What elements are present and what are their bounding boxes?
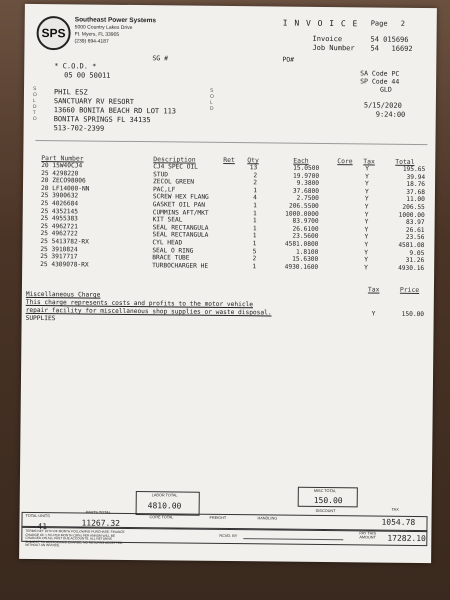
item-qty: 1: [252, 232, 257, 240]
item-qty: 1: [252, 209, 257, 217]
col-each: Each: [293, 156, 309, 165]
invoice-page: [19, 4, 437, 563]
item-description: BRACE TUBE: [152, 254, 190, 262]
item-total: 23.56: [405, 234, 425, 242]
total-units-value: 41: [37, 522, 48, 532]
sa-code: SA Code PC: [360, 69, 400, 78]
invoice-label: Invoice: [312, 34, 343, 44]
item-description: TURBOCHARGER HE: [152, 262, 209, 270]
page-number: 2: [400, 19, 405, 28]
item-tax: Y: [364, 188, 369, 196]
labor-total-label: LABOR TOTAL: [151, 493, 178, 498]
item-each: 26.6100: [292, 225, 319, 233]
company-phone: (239) 694-4187: [74, 38, 109, 45]
page-label: Page: [370, 19, 388, 28]
item-description: CJ4 SPEC OIL: [153, 163, 198, 171]
gld-code: GLD: [379, 85, 392, 94]
handling-label: HANDLING: [257, 516, 278, 521]
invoice-title: I N V O I C E: [282, 18, 359, 29]
col-qty: Qty: [247, 156, 259, 165]
item-tax: Y: [364, 249, 369, 257]
company-address-1: 5000 Country Lakes Drive: [74, 24, 133, 31]
item-part-number: 20 ZECO98006: [41, 177, 86, 185]
invoice-number: 54 015696: [370, 35, 409, 44]
item-total: 206.55: [402, 203, 425, 212]
item-qty: 4: [253, 194, 257, 202]
item-qty: 1: [253, 202, 257, 210]
item-qty: 1: [252, 217, 257, 225]
item-description: PAC,LF: [152, 186, 176, 194]
item-each: 15.0500: [293, 164, 320, 172]
item-each: 1.8100: [295, 248, 319, 256]
core-total-label: CORE TOTAL: [149, 515, 174, 520]
tax-total-label: TAX: [391, 507, 399, 512]
item-each: 1000.0000: [285, 210, 319, 218]
parts-total-label: PARTS TOTAL: [85, 510, 111, 515]
job-label: Job Number: [312, 43, 355, 53]
item-each: 206.5500: [288, 202, 319, 210]
item-part-number: 25 3917717: [40, 253, 78, 261]
item-tax: Y: [364, 233, 369, 241]
item-each: 4581.0800: [284, 240, 319, 248]
sg-label: SG #: [152, 54, 169, 63]
item-description: STUD: [153, 170, 169, 178]
item-total: 31.26: [405, 257, 425, 265]
item-qty: 1: [252, 240, 257, 248]
cod-label: * C.O.D. *: [54, 62, 97, 71]
item-part-number: 20 15W40CJ4: [41, 162, 83, 170]
misc-price-value: 150.00: [401, 310, 425, 319]
item-description: ZECOL GREEN: [153, 178, 195, 186]
pay-amount-label: PAY THIS AMOUNT: [359, 531, 377, 540]
parts-total-value: 11267.32: [81, 518, 121, 528]
job-number: 54 16692: [370, 44, 413, 53]
customer-line-3: BONITA SPRINGS FL 34135: [53, 115, 151, 125]
item-total: 83.97: [405, 219, 425, 227]
item-qty: 2: [252, 255, 257, 263]
item-qty: 1: [253, 187, 258, 195]
item-part-number: 25 3910824: [40, 245, 78, 254]
misc-charge-line-2: repair facility for miscellaneous shop supplies or waste disposal.: [25, 306, 272, 317]
item-each: 37.6800: [292, 187, 320, 195]
po-label: PO#: [282, 55, 295, 64]
item-each: 15.6300: [292, 255, 319, 264]
item-tax: Y: [364, 218, 369, 226]
item-tax: Y: [364, 256, 369, 264]
item-tax: Y: [364, 211, 369, 219]
freight-label: FREIGHT: [209, 515, 227, 520]
misc-charge-line-3: SUPPLIES: [25, 314, 56, 323]
item-each: 23.5600: [292, 233, 319, 241]
col-total: Total: [395, 157, 415, 166]
item-description: SCREW HEX FLANG: [152, 193, 209, 202]
item-total: 26.61: [405, 226, 425, 234]
divider: [35, 140, 427, 145]
item-qty: 2: [253, 171, 258, 179]
item-part-number: 25 5413782-RX: [40, 238, 89, 246]
misc-charge-line-1: This charge represents costs and profits to the motor vehicle: [25, 298, 254, 309]
labor-total-value: 4810.00: [147, 501, 182, 511]
misc-price-header: Price: [399, 285, 420, 295]
item-part-number: 25 4352145: [40, 207, 79, 216]
misc-tax-value: Y: [371, 310, 376, 318]
item-tax: Y: [364, 203, 369, 211]
received-by-label: RCVD. BY: [219, 533, 238, 539]
item-part-number: 25 4955383: [40, 215, 78, 223]
customer-line-2: 13660 BONITA BEACH RD LOT 113: [53, 106, 177, 116]
company-name: Southeast Power Systems: [74, 16, 157, 25]
item-qty: 1: [252, 263, 257, 271]
customer-line-1: SANCTUARY RV RESORT: [53, 97, 135, 107]
tax-total-value: 1054.78: [381, 517, 416, 527]
item-total: 11.00: [406, 196, 425, 204]
item-total: 9.05: [409, 249, 425, 257]
item-total: 4581.08: [398, 241, 425, 250]
item-qty: 13: [249, 164, 258, 172]
misc-charge-title: Miscellaneous Charge: [25, 290, 101, 299]
item-total: 195.65: [402, 165, 426, 174]
col-ret: Ret: [223, 155, 235, 165]
item-description: SEAL RECTANGULA: [152, 231, 209, 240]
item-part-number: 20 LF14000-NN: [40, 184, 90, 193]
item-tax: Y: [365, 173, 369, 181]
item-qty: 2: [253, 179, 258, 187]
item-qty: 1: [252, 225, 257, 233]
company-address-2: Ft. Myers, FL 33905: [74, 31, 120, 38]
item-description: SEAL O RING: [152, 246, 194, 255]
pay-amount-value: 17282.10: [387, 533, 426, 544]
col-core: Core: [337, 157, 353, 166]
misc-tax-header: Tax: [367, 285, 380, 294]
item-tax: Y: [364, 226, 369, 234]
item-total: 37.68: [406, 188, 426, 196]
item-total: 1000.00: [398, 211, 425, 219]
item-total: 4930.16: [398, 264, 425, 272]
terms-text: TERMS NET 10TH OF MONTH FOLLOWING PURCHASE. FINANCE CHARGE OF 1.5% PER MONTH (18%) PER ANNUM WILL BE CHARGED ON ALL PAST DUE ACCOUNTS. ALL RETURNS SUBJECT TO RESTOCKING CHARGE. NO RETURNS ACCEPTED WITHOUT AN INVOICE.: [25, 528, 125, 548]
item-tax: Y: [364, 241, 369, 249]
item-each: 2.7500: [296, 195, 319, 203]
misc-total-value: 150.00: [313, 495, 343, 506]
item-part-number: 25 4298220: [41, 169, 79, 178]
customer-name: PHIL ESZ: [53, 88, 88, 97]
item-tax: Y: [364, 264, 368, 272]
item-tax: Y: [365, 165, 369, 173]
item-part-number: 25 4962721: [40, 222, 78, 231]
col-part-number: Part Number: [41, 154, 84, 163]
account-number: 05 00 50011: [64, 71, 111, 80]
sold-to-side-label: S O L D T O: [32, 85, 37, 122]
item-part-number: 25 4309078-RX: [40, 260, 89, 269]
col-description: Description: [153, 155, 196, 164]
misc-total-label: MISC TOTAL: [313, 488, 337, 494]
discount-label: DISCOUNT: [315, 508, 336, 514]
item-part-number: 25 3900632: [40, 192, 79, 200]
item-description: CUMMINS AFT/MKT: [152, 208, 209, 217]
invoice-date: 5/15/2020: [363, 101, 402, 110]
item-description: SEAL RECTANGULA: [152, 224, 209, 232]
invoice-time: 9:24:00: [375, 110, 406, 119]
item-description: CYL HEAD: [152, 239, 183, 247]
item-each: 83.9700: [292, 217, 319, 226]
company-logo-icon: SPS: [36, 16, 70, 50]
total-units-label: TOTAL UNITS: [25, 513, 50, 519]
item-tax: Y: [364, 195, 369, 203]
item-part-number: 25 4962722: [40, 230, 78, 238]
item-each: 9.3800: [296, 179, 320, 188]
ship-side-label: S O L D: [209, 87, 214, 112]
item-total: 39.94: [406, 173, 426, 181]
item-each: 4930.1600: [284, 263, 319, 271]
item-total: 18.76: [406, 181, 426, 189]
customer-phone: 513-702-2399: [53, 124, 105, 133]
item-part-number: 25 4026684: [40, 200, 79, 208]
item-tax: Y: [365, 180, 369, 188]
item-each: 19.9700: [293, 172, 320, 180]
sp-code: SP Code 44: [360, 77, 400, 86]
item-description: GASKET OIL PAN: [152, 201, 206, 209]
item-description: KIT SEAL: [152, 216, 183, 224]
col-tax: Tax: [363, 157, 375, 166]
item-qty: 5: [252, 247, 257, 255]
